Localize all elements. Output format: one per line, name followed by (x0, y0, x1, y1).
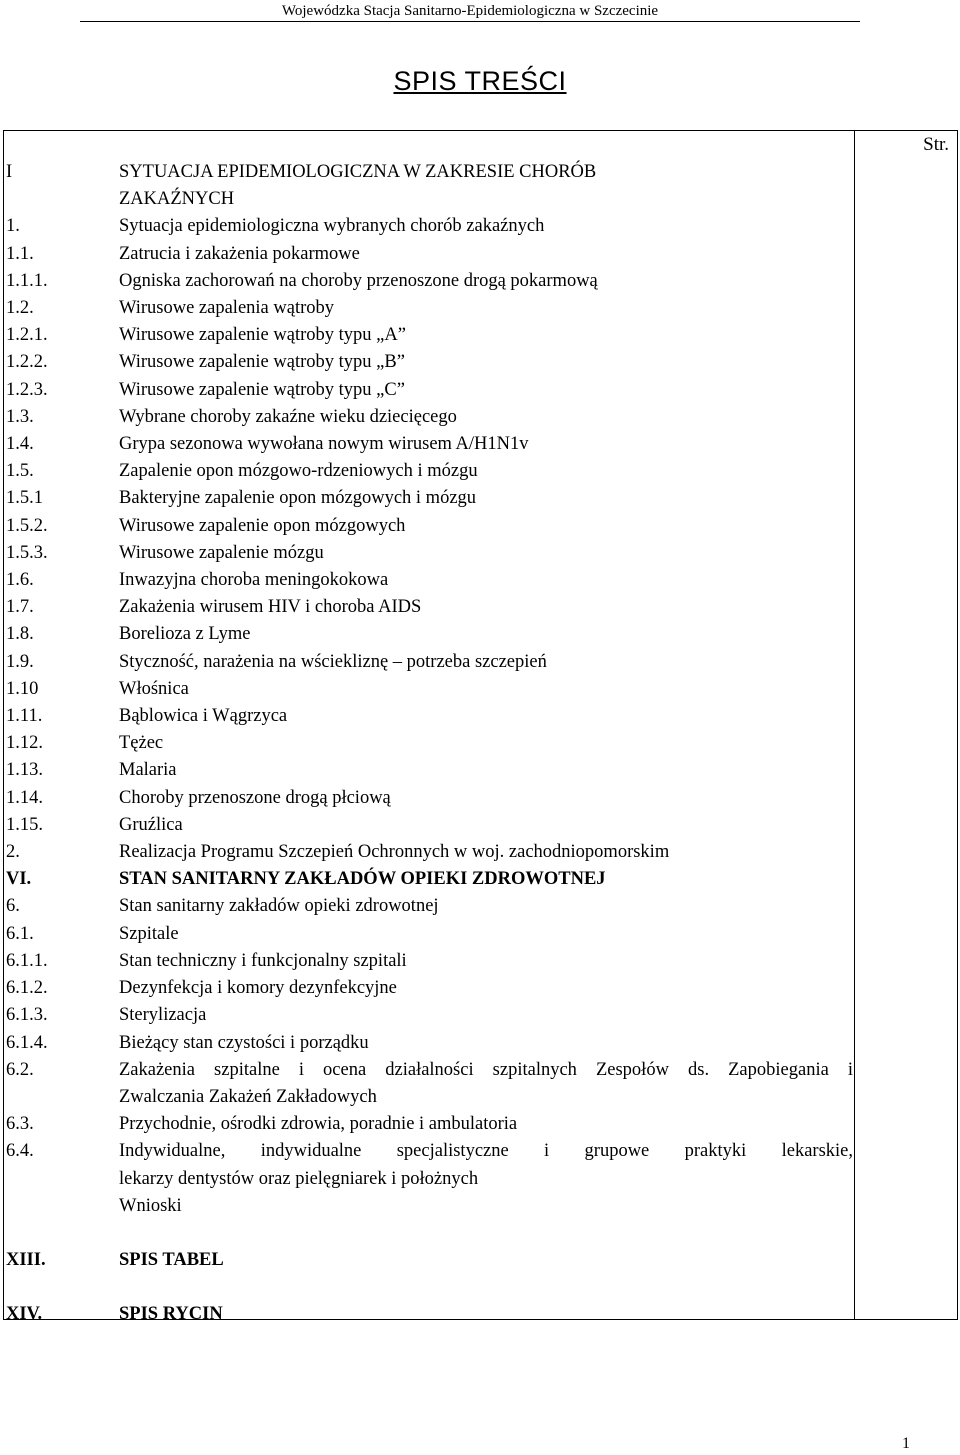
toc-entry-number: 1.2.2. (6, 352, 48, 373)
toc-entry[interactable] (4, 540, 853, 567)
toc-entry[interactable] (4, 1193, 853, 1220)
toc-entry-title: Inwazyjna choroba meningokokowa (119, 570, 389, 591)
toc-entry-number: 1.5.2. (6, 515, 48, 536)
toc-entry[interactable] (4, 866, 853, 893)
toc-entry[interactable] (4, 975, 853, 1002)
toc-entry[interactable] (4, 1111, 853, 1138)
toc-entry-number: 2. (6, 842, 20, 863)
toc-entry-title: Borelioza z Lyme (119, 624, 251, 645)
toc-entry-number: 1.13. (6, 760, 43, 781)
toc-entry-title: Wybrane choroby zakaźne wieku dziecięcego (119, 406, 457, 427)
toc-entry-number: 6.1. (6, 923, 34, 944)
toc-entry-number: 1.12. (6, 733, 43, 754)
toc-entry-number: 1.4. (6, 434, 34, 455)
toc-entry[interactable] (4, 567, 853, 594)
toc-entry[interactable] (4, 649, 853, 676)
toc-entry-number: 1.2.1. (6, 325, 48, 346)
toc-entry-title: Ogniska zachorowań na choroby przenoszone drogą pokarmową (119, 270, 598, 291)
toc-entry-title: ZAKAŹNYCH (119, 189, 235, 210)
toc-entry[interactable] (4, 186, 853, 213)
page-number: 1 (902, 1435, 910, 1452)
toc-entry[interactable] (4, 893, 853, 920)
toc-entry[interactable] (4, 458, 853, 485)
header-institution: Wojewódzka Stacja Sanitarno-Epidemiologiczna w Szczecinie (281, 3, 659, 19)
toc-entry-number: XIV. (6, 1304, 43, 1325)
page-title: SPIS TREŚCI (393, 66, 567, 96)
toc-entry[interactable] (4, 1138, 853, 1165)
toc-entry-number: 6.4. (6, 1141, 34, 1162)
toc-entry-number: 1.1.1. (6, 270, 48, 291)
toc-entry-title: Stan sanitarny zakładów opieki zdrowotnej (119, 896, 439, 917)
toc-entry-number: 6. (6, 896, 20, 917)
toc-entry[interactable] (4, 404, 853, 431)
toc-entry-title: Dezynfekcja i komory dezynfekcyjne (119, 978, 397, 999)
toc-entry-title: Choroby przenoszone drogą płciową (119, 787, 391, 808)
toc-entry-title: Bieżący stan czystości i porządku (119, 1032, 369, 1053)
toc-entry-title: Zwalczania Zakażeń Zakładowych (119, 1086, 377, 1107)
toc-entry-title: Bakteryjne zapalenie opon mózgowych i mózgu (119, 488, 477, 509)
toc-entry-number: 6.1.3. (6, 1005, 48, 1026)
toc-entry[interactable] (4, 703, 853, 730)
toc-entry-title: Przychodnie, ośrodki zdrowia, poradnie i ambulatoria (119, 1114, 518, 1135)
toc-entry-number: 1.5. (6, 461, 34, 482)
toc-entry-title: Wirusowe zapalenie mózgu (119, 542, 324, 563)
toc-entry-title: Zakażenia szpitalne i ocena działalności szpitalnych Zespołów ds. Zapobiegania i (119, 1059, 853, 1080)
toc-entry-number: I (6, 162, 13, 182)
toc-entry[interactable] (4, 757, 853, 784)
toc-entry-title: Grypa sezonowa wywołana nowym wirusem A/H1N1v (119, 434, 529, 455)
toc-entry-number: 1.8. (6, 624, 34, 645)
toc-entry[interactable] (4, 1030, 853, 1057)
toc-entry-title: Sytuacja epidemiologiczna wybranych chorób zakaźnych (119, 216, 545, 237)
toc-entry-number: 1.10 (6, 678, 39, 699)
toc-entry[interactable] (4, 295, 853, 322)
toc-entry-title: Gruźlica (119, 814, 183, 835)
toc-entry[interactable] (4, 322, 853, 349)
toc-entry-title: Wirusowe zapalenie wątroby typu „B” (119, 352, 405, 373)
toc-entry[interactable] (4, 921, 853, 948)
toc-entry[interactable] (4, 241, 853, 268)
table-of-contents (3, 130, 958, 1325)
toc-entry[interactable] (4, 213, 853, 240)
toc-entry[interactable] (4, 785, 853, 812)
toc-entry-title: Zatrucia i zakażenia pokarmowe (119, 243, 360, 264)
toc-entry[interactable] (4, 159, 853, 186)
toc-entry[interactable] (4, 676, 853, 703)
toc-spacer (4, 1220, 853, 1247)
toc-entry-title: Wirusowe zapalenie wątroby typu „A” (119, 325, 406, 346)
toc-spacer (4, 1274, 853, 1301)
toc-entry[interactable] (4, 1166, 853, 1193)
toc-entry[interactable] (4, 594, 853, 621)
toc-entry-number: 1.14. (6, 787, 43, 808)
toc-entry-number: VI. (6, 869, 32, 890)
toc-entry[interactable] (4, 377, 853, 404)
toc-entry[interactable] (4, 812, 853, 839)
toc-entry-number (4, 1193, 119, 1220)
toc-entry-title: lekarzy dentystów oraz pielęgniarek i położnych (119, 1168, 479, 1189)
toc-entry-title: Indywidualne, indywidualne specjalistyczne i grupowe praktyki lekarskie, (119, 1141, 853, 1162)
toc-entry[interactable] (4, 730, 853, 757)
toc-entry[interactable] (4, 485, 853, 512)
toc-entry-number: 1.6. (6, 570, 34, 591)
toc-entry-number: 1.15. (6, 814, 43, 835)
toc-entry-title: Malaria (119, 760, 177, 781)
toc-entry-title: Szpitale (119, 923, 179, 944)
document-header (80, 3, 860, 22)
toc-entry-title: Zakażenia wirusem HIV i choroba AIDS (119, 597, 422, 618)
toc-rows (4, 159, 853, 1328)
toc-entry[interactable] (4, 839, 853, 866)
toc-entry-number: 1.9. (6, 651, 34, 672)
toc-entry-title: STAN SANITARNY ZAKŁADÓW OPIEKI ZDROWOTNEJ (119, 869, 606, 890)
page-column-divider (854, 131, 855, 1319)
toc-entry[interactable] (4, 1247, 853, 1274)
toc-entry-title: Sterylizacja (119, 1005, 207, 1026)
toc-entry-number: 1.1. (6, 243, 34, 264)
toc-entry[interactable] (4, 1301, 853, 1328)
toc-entry-number (4, 186, 119, 213)
toc-entry-number: 6.2. (6, 1059, 34, 1080)
toc-entry[interactable] (4, 621, 853, 648)
toc-entry-number (4, 1084, 119, 1111)
toc-entry-number: 1.2.3. (6, 379, 48, 400)
toc-entry-number: 1. (6, 216, 20, 237)
toc-entry-number: 1.7. (6, 597, 34, 618)
toc-entry-number: 1.2. (6, 298, 34, 319)
toc-entry-title: Bąblowica i Wągrzyca (119, 706, 288, 727)
toc-entry[interactable] (4, 349, 853, 376)
toc-entry-title: Wnioski (119, 1195, 182, 1216)
toc-entry-title: Realizacja Programu Szczepień Ochronnych w woj. zachodniopomorskim (119, 842, 670, 863)
toc-entry-number: 6.3. (6, 1114, 34, 1135)
toc-entry-number: 6.1.1. (6, 950, 48, 971)
toc-entry-number: 1.11. (6, 706, 43, 727)
toc-entry[interactable] (4, 513, 853, 540)
toc-entry-title: Wirusowe zapalenia wątroby (119, 298, 334, 319)
toc-entry[interactable] (4, 268, 853, 295)
toc-entry-title: Wirusowe zapalenie opon mózgowych (119, 515, 406, 536)
toc-entry-title: SPIS TABEL (119, 1249, 224, 1270)
toc-entry[interactable] (4, 431, 853, 458)
toc-entry-number: 1.5.3. (6, 542, 48, 563)
toc-entry[interactable] (4, 1084, 853, 1111)
toc-entry-title: Stan techniczny i funkcjonalny szpitali (119, 950, 407, 971)
toc-entry[interactable] (4, 948, 853, 975)
toc-entry-number: 1.3. (6, 406, 34, 427)
toc-entry-title: Wirusowe zapalenie wątroby typu „C” (119, 379, 405, 400)
toc-entry-number: 6.1.4. (6, 1032, 48, 1053)
page-column-label: Str. (923, 134, 949, 155)
toc-entry-title: SPIS RYCIN (119, 1304, 223, 1325)
toc-entry-title: Zapalenie opon mózgowo-rdzeniowych i mózgu (119, 461, 478, 482)
toc-entry[interactable] (4, 1002, 853, 1029)
toc-entry-number (4, 1166, 119, 1193)
toc-entry-title: Włośnica (119, 678, 189, 699)
toc-entry-title: Tężec (119, 733, 164, 754)
toc-entry-number: XIII. (6, 1249, 46, 1270)
toc-entry[interactable] (4, 1057, 853, 1084)
toc-entry-title: SYTUACJA EPIDEMIOLOGICZNA W ZAKRESIE CHORÓB (119, 162, 597, 182)
toc-entry-number: 6.1.2. (6, 978, 48, 999)
toc-entry-title: Styczność, narażenia na wściekliznę – potrzeba szczepień (119, 651, 547, 672)
toc-entry-number: 1.5.1 (6, 488, 43, 509)
